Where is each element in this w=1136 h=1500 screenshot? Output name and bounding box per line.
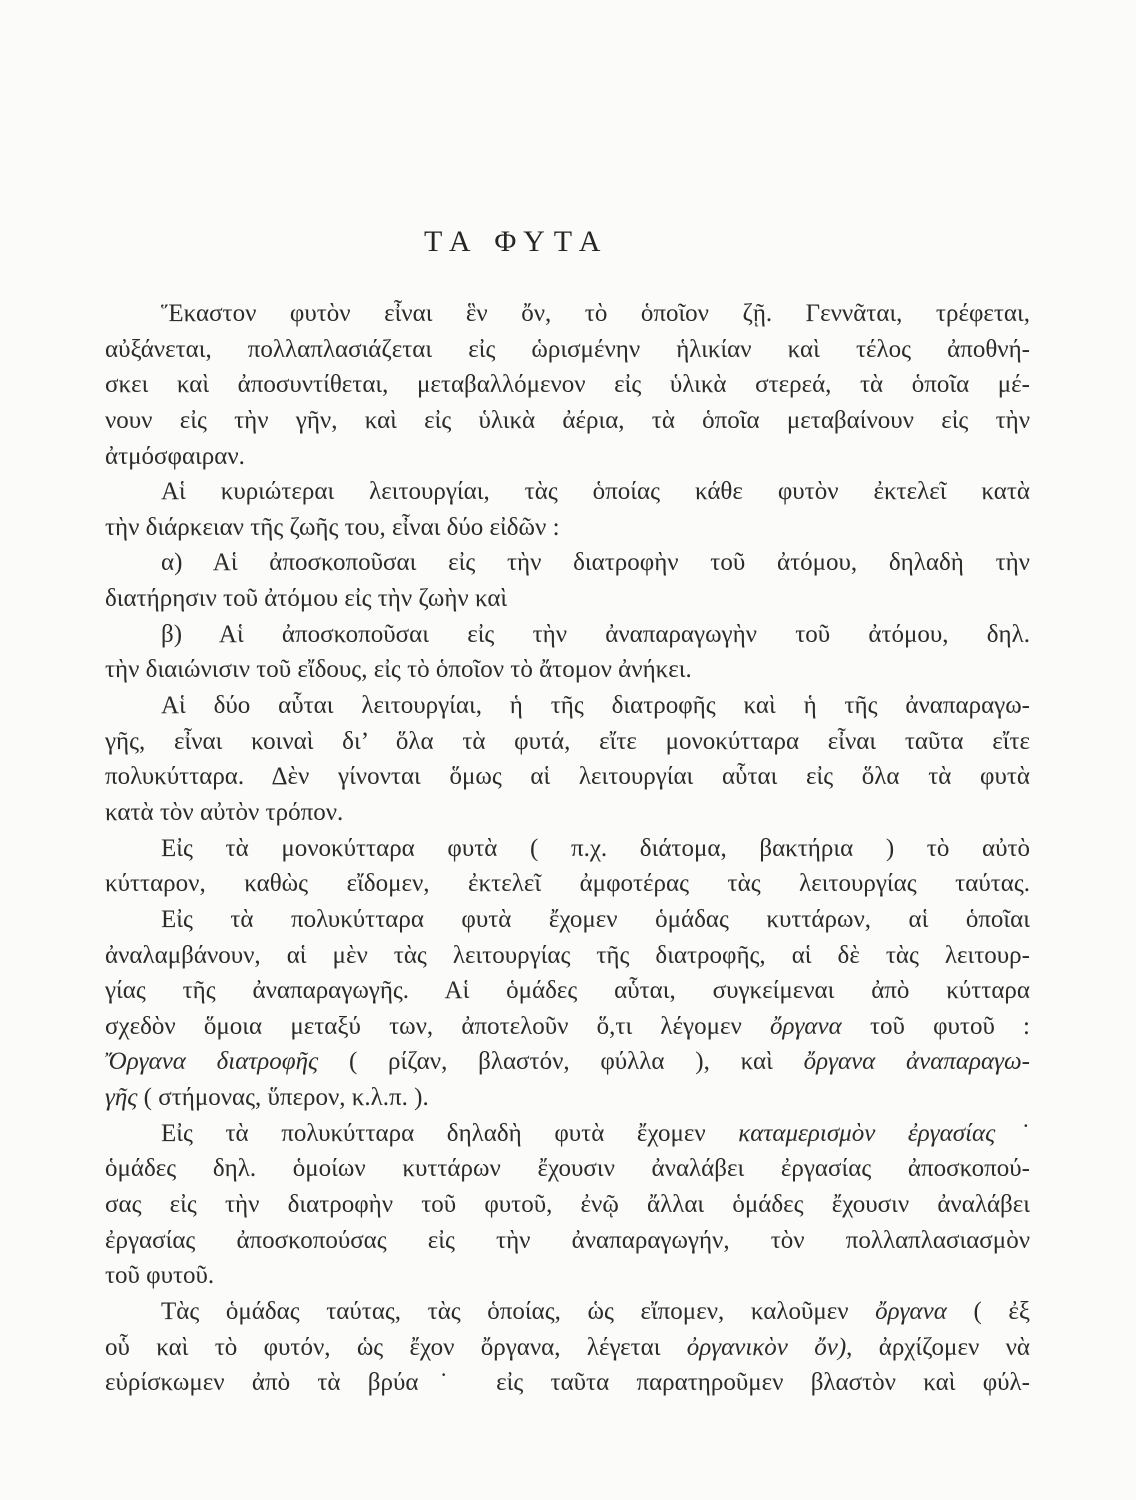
text-run: γίας τῆς ἀναπαραγωγῆς. Αἱ ὁμάδες αὗται, συγκείμεναι ἀπὸ κύτταρα [105,977,1030,1005]
italic-text-run: ὄργανα [875,1297,947,1325]
text-run: Εἰς τὰ μονοκύτταρα φυτὰ ( π.χ. διάτομα, βακτήρια ) τὸ αὐτὸ [161,834,1030,862]
body-text [105,296,1030,1401]
text-line [105,831,1030,867]
text-run: διατήρησιν τοῦ ἀτόμου εἰς τὴν ζωὴν καὶ [105,585,508,613]
text-run: Εἰς τὰ πολυκύτταρα δηλαδὴ φυτὰ ἔχομεν [161,1119,739,1147]
italic-text-run: ὄργανα ἀναπαραγω- [803,1048,1030,1076]
text-line [105,617,1030,653]
text-run: τοῦ φυτοῦ. [105,1262,215,1290]
text-line [105,866,1030,902]
text-line [105,652,1030,688]
text-run: ἀτμόσφαιραν. [105,442,245,470]
text-line [105,938,1030,974]
text-line [105,510,1030,546]
text-run: σας εἰς τὴν διατροφὴν τοῦ φυτοῦ, ἐνῷ ἄλλαι ὁμάδες ἔχουσιν ἀναλάβει [105,1191,1030,1219]
text-line [105,724,1030,760]
text-run: β) Αἱ ἀποσκοποῦσαι εἰς τὴν ἀναπαραγωγὴν τοῦ ἀτόμου, δηλ. [161,620,1030,648]
text-line [105,1365,1030,1401]
text-line [105,1223,1030,1259]
text-line [105,581,1030,617]
text-run: ˙ [995,1119,1030,1147]
text-line [105,1116,1030,1152]
text-line [105,332,1030,368]
text-run: σκει καὶ ἀποσυντίθεται, μεταβαλλόμενον εἰς ὑλικὰ στερεά, τὰ ὁποῖα μέ- [105,371,1030,399]
text-line [105,403,1030,439]
text-run: τὴν διαιώνισιν τοῦ εἴδους, εἰς τὸ ὁποῖον τὸ ἄτομον ἀνήκει. [105,656,692,684]
text-run: Τὰς ὁμάδας ταύτας, τὰς ὁποίας, ὡς εἴπομεν, καλοῦμεν [161,1297,876,1325]
text-run: Αἱ δύο αὗται λειτουργίαι, ἡ τῆς διατροφῆς καὶ ἡ τῆς ἀναπαραγω- [161,692,1030,720]
text-line [105,902,1030,938]
text-run: ( ρίζαν, βλαστόν, φύλλα ), καὶ [318,1048,804,1076]
text-line [105,1187,1030,1223]
text-line [105,367,1030,403]
text-run: ( στήμονας, ὕπερον, κ.λ.π. ). [137,1084,429,1112]
italic-text-run: γῆς [105,1084,138,1112]
text-line [105,1009,1030,1045]
text-run: Εἰς τὰ πολυκύτταρα φυτὰ ἔχομεν ὁμάδας κυττάρων, αἱ ὁποῖαι [161,905,1030,933]
text-line [105,795,1030,831]
text-line [105,545,1030,581]
text-line [105,296,1030,332]
text-line [105,688,1030,724]
text-run: ( ἐξ [946,1297,1031,1325]
text-line [105,439,1030,475]
text-run: τὴν διάρκειαν τῆς ζωῆς του, εἶναι δύο εἰδῶν : [105,513,560,541]
text-run: ἐργασίας ἀποσκοπούσας εἰς τὴν ἀναπαραγωγήν, τὸν πολλαπλασιασμὸν [105,1226,1030,1254]
text-line [105,1258,1030,1294]
text-line [105,1044,1030,1080]
italic-text-run: καταμερισμὸν ἐργασίας [738,1119,996,1147]
text-run: νουν εἰς τὴν γῆν, καὶ εἰς ὑλικὰ ἀέρια, τὰ ὁποῖα μεταβαίνουν εἰς τὴν [105,406,1030,434]
text-run: πολυκύτταρα. Δὲν γίνονται ὅμως αἱ λειτουργίαι αὗται εἰς ὅλα τὰ φυτὰ [105,763,1030,791]
text-run: ὁμάδες δηλ. ὁμοίων κυττάρων ἔχουσιν ἀναλάβει ἐργασίας ἀποσκοπού- [105,1155,1030,1183]
text-run: τοῦ φυτοῦ : [841,1012,1031,1040]
text-line [105,1080,1030,1116]
text-run: εὑρίσκωμεν ἀπὸ τὰ βρύα˙ εἰς ταῦτα παρατηροῦμεν βλαστὸν καὶ φύλ- [105,1369,1030,1397]
text-line [105,759,1030,795]
text-run: γῆς, εἶναι κοιναὶ δι’ ὅλα τὰ φυτά, εἴτε μονοκύτταρα εἶναι ταῦτα εἴτε [105,727,1030,755]
italic-text-run: Ὄργανα διατροφῆς [105,1048,319,1076]
text-run: σχεδὸν ὅμοια μεταξύ των, ἀποτελοῦν ὅ,τι λέγομεν [105,1012,771,1040]
text-line [105,1330,1030,1366]
text-run: κύτταρον, καθὼς εἴδομεν, ἐκτελεῖ ἀμφοτέρας τὰς λειτουργίας ταύτας. [105,870,1030,898]
text-line [105,973,1030,1009]
italic-text-run: ὀργανικὸν ὄν) [686,1333,847,1361]
text-line [105,1294,1030,1330]
text-run: , ἀρχίζομεν νὰ [846,1333,1030,1361]
text-line [105,474,1030,510]
text-run: Ἕκαστον φυτὸν εἶναι ἓν ὄν, τὸ ὁποῖον ζῇ. Γεννᾶται, τρέφεται, [161,300,1030,327]
text-run: κατὰ τὸν αὐτὸν τρόπον. [105,798,344,826]
text-run: ἀναλαμβάνουν, αἱ μὲν τὰς λειτουργίας τῆς διατροφῆς, αἱ δὲ τὰς λειτουρ- [105,941,1030,969]
text-run: Αἱ κυριώτεραι λειτουργίαι, τὰς ὁποίας κάθε φυτὸν ἐκτελεῖ κατὰ [161,478,1030,506]
text-line [105,1151,1030,1187]
italic-text-run: ὄργανα [770,1012,842,1040]
text-run: α) Αἱ ἀποσκοποῦσαι εἰς τὴν διατροφὴν τοῦ ἀτόμου, δηλαδὴ τὴν [161,549,1030,577]
text-run: οὗ καὶ τὸ φυτόν, ὡς ἔχον ὄργανα, λέγεται [105,1333,687,1361]
text-run: αὐξάνεται, πολλαπλασιάζεται εἰς ὡρισμένην ἡλικίαν καὶ τέλος ἀποθνή- [105,335,1030,363]
chapter-title: ΤΑ ΦΥΤΑ [424,225,610,258]
